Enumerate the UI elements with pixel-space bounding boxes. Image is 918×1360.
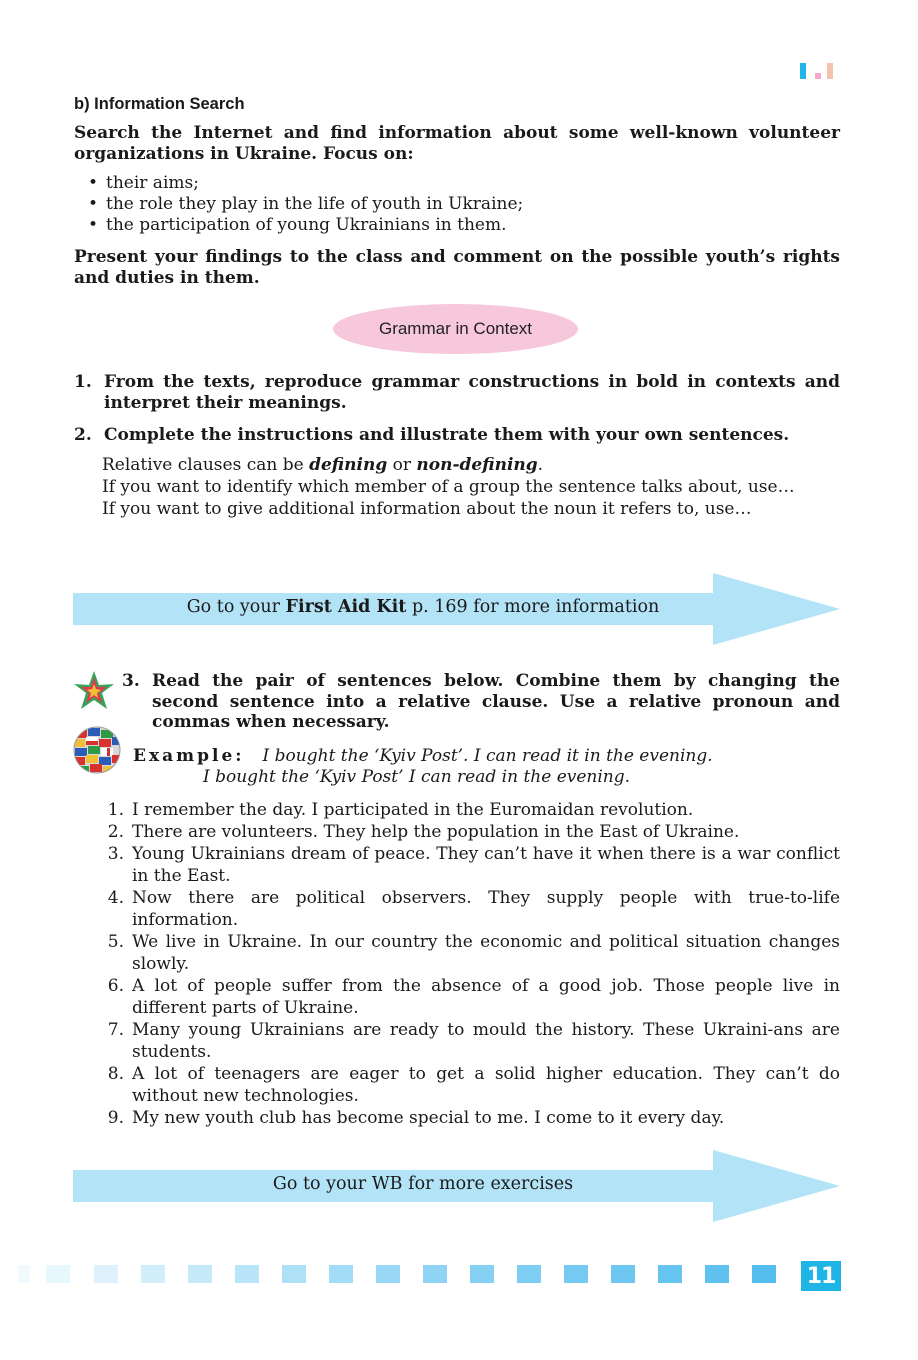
item-text: There are volunteers. They help the population in the East of Ukraine. (132, 822, 740, 842)
relative-line-2: If you want to identify which member of a group the sentence talks about, use… (102, 477, 795, 497)
item-text: A lot of teenagers are eager to get a solid higher education. They can’t do without new technologies. (132, 1064, 840, 1106)
relative-line-3: If you want to give additional information about the noun it refers to, use… (102, 499, 752, 519)
task-3 (122, 671, 840, 733)
present-instructions: Present your findings to the class and comment on the possible youth’s rights and duties in them. (74, 247, 840, 288)
exercise-list (100, 799, 840, 1129)
item-text: My new youth club has become special to me. I come to it every day. (132, 1108, 725, 1128)
text-run: Relative clauses can be (102, 455, 310, 475)
item-number: 3. (107, 844, 124, 864)
task-number: 3. (122, 671, 140, 691)
wb-link[interactable]: Go to your WB for more exercises (272, 1174, 574, 1194)
grammar-badge-label: Grammar in Context (378, 319, 533, 338)
defining-term: defining (309, 455, 388, 475)
grammar-in-context-badge (333, 304, 578, 354)
item-number: 5. (107, 932, 124, 952)
task-text: Complete the instructions and illustrate them with your own sentences. (104, 425, 790, 445)
text-run: I bought the ‘ (203, 767, 320, 787)
page-number: 11 (801, 1261, 841, 1291)
text-run: I bought the ‘ (262, 746, 380, 766)
text-run: p. 169 for more information (406, 597, 660, 617)
task-number: 1. (74, 372, 92, 392)
bullet-item: • the role they play in the life of youth in Ukraine; (106, 194, 523, 215)
list-item (100, 821, 840, 843)
list-item (100, 1063, 840, 1107)
task-2 (74, 425, 840, 446)
item-number: 9. (107, 1108, 124, 1128)
text-run: . (537, 455, 544, 475)
example-line-2 (133, 767, 713, 788)
example-line-1 (133, 746, 713, 767)
bullet-item: • the participation of young Ukrainians in them. (106, 215, 523, 236)
text-run: ’ I can read in the evening. (398, 767, 631, 787)
text-run: or (387, 455, 417, 475)
relative-line-1 (74, 454, 840, 476)
search-intro: Search the Internet and find information about some well-known volunteer organizations in Ukraine. Focus on: (74, 123, 840, 164)
item-text: We live in Ukraine. In our country the economic and political situation changes slowly. (132, 932, 840, 974)
text-run: Go to your (186, 597, 286, 617)
corner-marks (800, 63, 840, 79)
list-item (100, 975, 840, 1019)
item-text: A lot of people suffer from the absence of a good job. Those people live in different parts of Ukraine. (132, 976, 840, 1018)
first-aid-link[interactable] (73, 597, 773, 617)
star-icon (74, 671, 114, 711)
section-heading: b) Information Search (74, 95, 245, 113)
text-run: Kyiv Post (379, 746, 458, 766)
item-number: 1. (107, 800, 124, 820)
list-item (100, 1019, 840, 1063)
bullet-list (106, 173, 523, 236)
item-number: 8. (107, 1064, 124, 1084)
list-item (100, 843, 840, 887)
item-number: 2. (107, 822, 124, 842)
item-text: Many young Ukrainians are ready to mould the history. These Ukraini-ans are students. (132, 1020, 840, 1062)
example-block (133, 746, 713, 788)
text-run: Kyiv Post (319, 767, 399, 787)
item-text: Now there are political observers. They supply people with true-to-life information. (132, 888, 840, 930)
task-text: Read the pair of sentences below. Combine them by changing the second sentence into a relative clause. Use a relative pronoun and commas when necessary. (152, 671, 840, 732)
item-text: Young Ukrainians dream of peace. They can’t have it when there is a war conflict in the East. (132, 844, 840, 886)
item-number: 6. (107, 976, 124, 996)
task-number: 2. (74, 425, 92, 445)
example-label: Example: (133, 746, 245, 766)
first-aid-kit-label: First Aid Kit (285, 597, 407, 617)
list-item (100, 931, 840, 975)
list-item (100, 887, 840, 931)
list-item (100, 1107, 840, 1129)
task-1 (74, 372, 840, 414)
task-text: From the texts, reproduce grammar constructions in bold in contexts and interpret their meanings. (104, 372, 840, 413)
list-item (100, 799, 840, 821)
item-number: 7. (107, 1020, 124, 1040)
bullet-item: • their aims; (106, 173, 523, 194)
item-number: 4. (107, 888, 124, 908)
item-text: I remember the day. I participated in the Euromaidan revolution. (132, 800, 694, 820)
relative-clause-instructions (74, 454, 840, 520)
text-run: ’. I can read it in the evening. (457, 746, 713, 766)
globe-flags-icon (73, 726, 121, 774)
non-defining-term: non-defining (416, 455, 538, 475)
